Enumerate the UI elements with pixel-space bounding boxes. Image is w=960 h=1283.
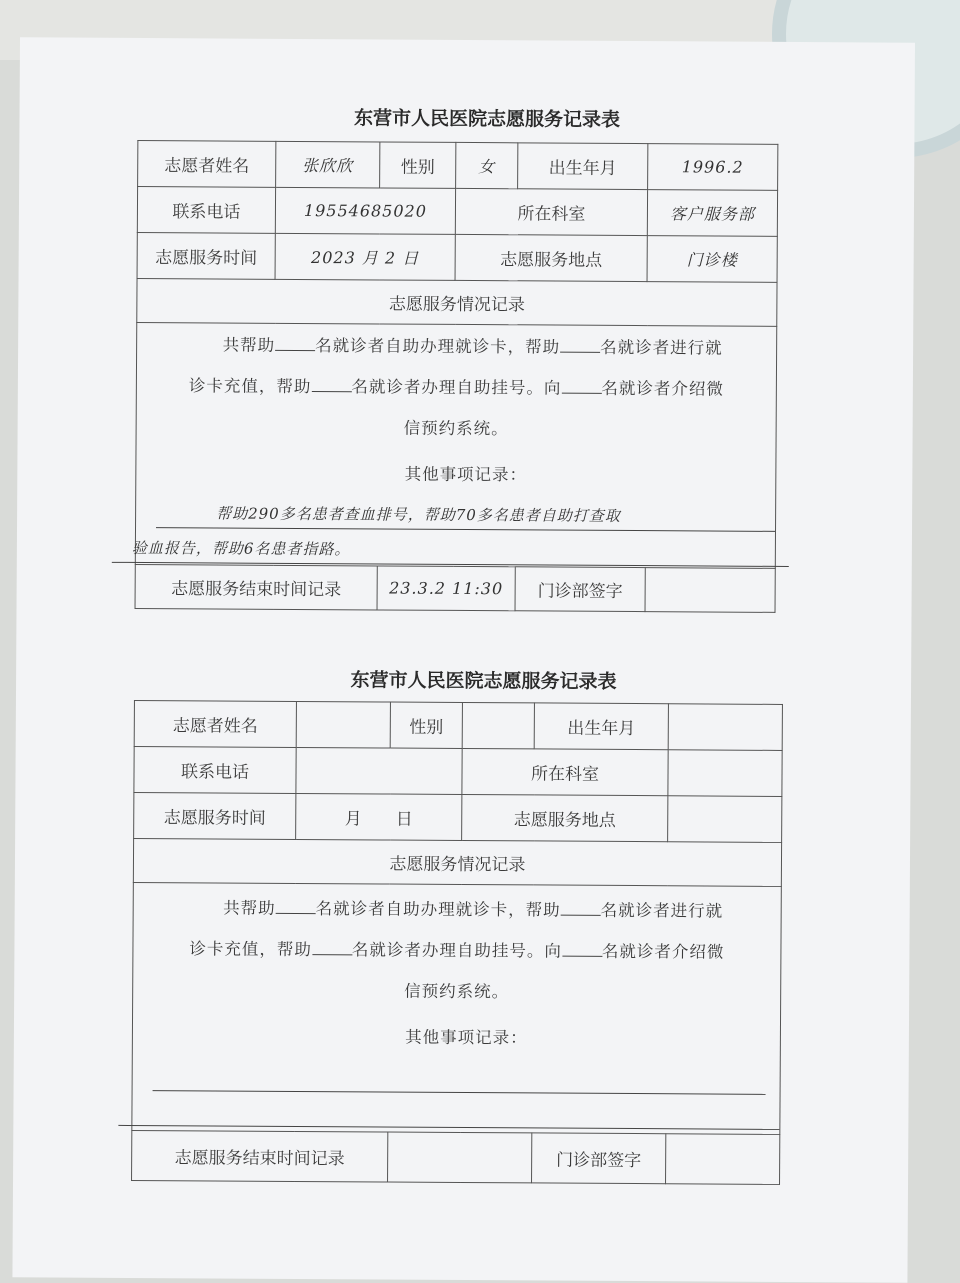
count-blank[interactable] [561, 914, 601, 916]
label-dept: 所在科室 [455, 188, 647, 235]
gender-field[interactable] [456, 142, 518, 188]
phone-value: 19554685020 [303, 200, 427, 221]
service-place-field[interactable] [647, 236, 777, 283]
dept-value: 客户服务部 [669, 204, 755, 224]
record-form [131, 700, 783, 1185]
count-blank[interactable] [562, 955, 602, 957]
count-blank[interactable] [311, 390, 351, 392]
gender-field[interactable] [462, 702, 534, 748]
birth-field[interactable] [648, 144, 778, 191]
label-sign: 门诊部签字 [515, 567, 645, 612]
label-service-place: 志愿服务地点 [455, 234, 647, 281]
count-blank[interactable] [275, 349, 315, 351]
other-notes-label: 其他事项记录： [404, 464, 528, 485]
notes-line-text: 帮助290多名患者查血排号，帮助70多名患者自助打查取 [216, 504, 621, 525]
label-name: 志愿者姓名 [138, 140, 276, 187]
service-time-value: 2023 月 2 日 [311, 248, 420, 268]
record-paragraph: 共帮助 名就诊者自助办理就诊卡，帮助 名就诊者进行就 诊卡充值，帮助 名就诊者办理自助挂号。向 名就诊者介绍微 信预约系统。 [189, 898, 725, 1002]
label-sign: 门诊部签字 [532, 1133, 666, 1184]
record-section-header: 志愿服务情况记录 [137, 278, 777, 326]
notes-line[interactable] [153, 1056, 766, 1095]
form-title: 东营市人民医院志愿服务记录表 [353, 107, 621, 131]
birth-field[interactable] [668, 704, 782, 751]
count-blank[interactable] [276, 912, 316, 914]
label-end-time: 志愿服务结束时间记录 [132, 1130, 388, 1182]
sign-field[interactable] [666, 1134, 780, 1185]
record-paragraph: 共帮助 名就诊者自助办理就诊卡，帮助 名就诊者进行就 诊卡充值，帮助 名就诊者办理自助挂号。向 名就诊者介绍微 信预约系统。 [188, 335, 724, 439]
end-time-field[interactable] [377, 566, 515, 611]
label-gender: 性别 [390, 702, 462, 748]
record-body [132, 882, 782, 1134]
label-name: 志愿者姓名 [134, 700, 296, 747]
service-time-field[interactable] [275, 233, 455, 280]
name-field[interactable] [276, 141, 380, 188]
name-value: 张欣欣 [302, 155, 354, 176]
label-service-place: 志愿服务地点 [462, 794, 668, 841]
service-time-field[interactable] [296, 793, 462, 840]
label-service-time: 志愿服务时间 [134, 792, 296, 839]
phone-field[interactable] [296, 747, 462, 794]
service-time-value: 月 日 [344, 809, 413, 830]
label-phone: 联系电话 [137, 186, 275, 233]
record-section-header: 志愿服务情况记录 [133, 838, 781, 886]
paper-sheet [12, 37, 915, 1282]
label-dept: 所在科室 [462, 748, 668, 795]
form-title: 东营市人民医院志愿服务记录表 [350, 669, 617, 693]
notes-line[interactable] [118, 1091, 779, 1130]
other-notes-label: 其他事项记录： [405, 1027, 528, 1048]
label-gender: 性别 [380, 142, 456, 188]
label-phone: 联系电话 [134, 746, 296, 793]
service-place-field[interactable] [668, 796, 782, 843]
name-field[interactable] [296, 701, 390, 748]
phone-field[interactable] [275, 187, 455, 234]
end-time-field[interactable] [388, 1132, 532, 1183]
notes-line[interactable] [156, 493, 775, 532]
sign-field[interactable] [645, 568, 775, 613]
record-body [131, 322, 776, 568]
count-blank[interactable] [561, 392, 601, 394]
record-form [131, 140, 779, 613]
notes-line[interactable] [112, 528, 789, 567]
count-blank[interactable] [560, 351, 600, 353]
gender-value: 女 [478, 157, 496, 177]
label-birth: 出生年月 [518, 143, 648, 190]
count-blank[interactable] [312, 953, 352, 955]
dept-field[interactable] [647, 190, 777, 237]
notes-line-text: 验血报告，帮助6名患者指路。 [131, 538, 351, 559]
label-end-time: 志愿服务结束时间记录 [135, 564, 377, 609]
label-birth: 出生年月 [534, 703, 668, 750]
birth-value: 1996.2 [681, 156, 744, 177]
service-place-value: 门诊楼 [686, 250, 738, 270]
end-time-value: 23.3.2 11:30 [389, 578, 504, 598]
dept-field[interactable] [668, 750, 782, 797]
label-service-time: 志愿服务时间 [137, 232, 275, 279]
